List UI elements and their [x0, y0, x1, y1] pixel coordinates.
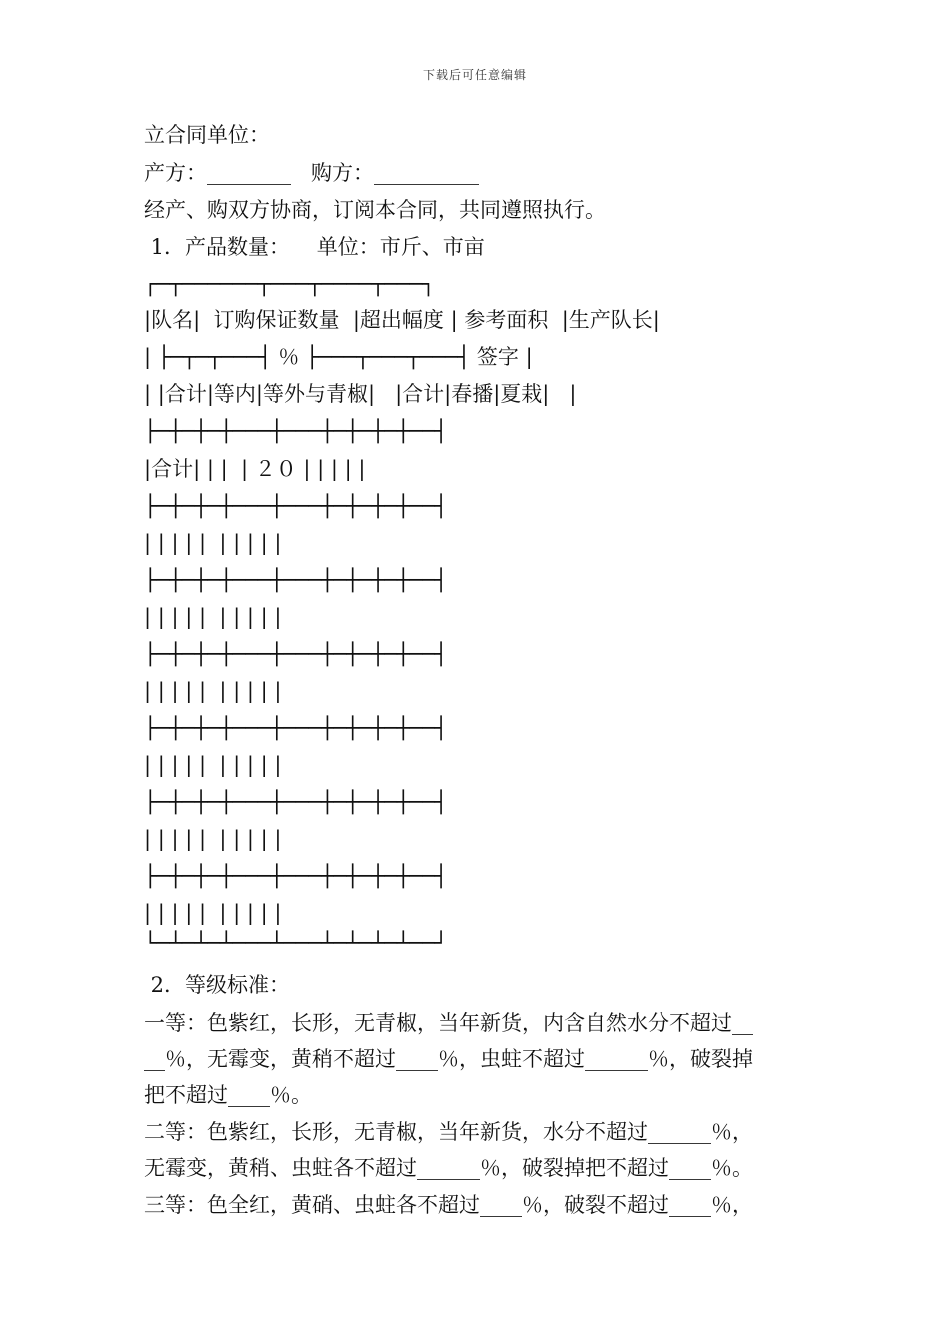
table-row: | | | | | | | | | | [144, 679, 282, 703]
table-separator: ├─┼─┼─┼───┼───┼─┼─┼─┼──┤ [144, 419, 448, 443]
section-1-heading: 1．产品数量： 单位：市斤、市亩 [144, 235, 485, 259]
table-separator: ├─┼─┼─┼───┼───┼─┼─┼─┼──┤ [144, 568, 448, 592]
page-header: 下载后可任意编辑 [422, 68, 527, 82]
table-border-top: ┌─┬──────┬───┬────┬───┐ [144, 272, 435, 296]
grade-1-line-3: 把不超过____％。 [144, 1083, 312, 1107]
table-row-total: |合计| | | | ２０ | | | | | [144, 457, 366, 481]
table-border-bottom: └─┴─┴─┴───┴───┴─┴─┴─┴──┘ [144, 931, 448, 955]
seller-buyer-line: 产方：________ 购方：__________ [144, 161, 480, 185]
grade-1-line-1: 一等：色紫红，长形，无青椒，当年新货，内含自然水分不超过__ [144, 1011, 753, 1035]
section-2-heading: 2．等级标准： [144, 973, 291, 997]
grade-2-line-1: 二等：色紫红，长形，无青椒，当年新货，水分不超过______％， [144, 1120, 753, 1144]
table-row: | | | | | | | | | | [144, 827, 282, 851]
table-row: | | | | | | | | | | [144, 901, 282, 925]
table-separator: ├─┼─┼─┼───┼───┼─┼─┼─┼──┤ [144, 494, 448, 518]
table-separator: ├─┼─┼─┼───┼───┼─┼─┼─┼──┤ [144, 642, 448, 666]
table-header-row-2: | ├─┬─┬───┤ ％ ├───┬───┬───┤ 签字 | [144, 345, 533, 369]
intro-paragraph: 经产、购双方协商，订阅本合同，共同遵照执行。 [144, 198, 606, 222]
table-separator: ├─┼─┼─┼───┼───┼─┼─┼─┼──┤ [144, 716, 448, 740]
table-row: | | | | | | | | | | [144, 753, 282, 777]
table-separator: ├─┼─┼─┼───┼───┼─┼─┼─┼──┤ [144, 864, 448, 888]
table-row: | | | | | | | | | | [144, 531, 282, 555]
table-header-row-3: | |合计|等内|等外与青椒| |合计|春播|夏栽| | [144, 382, 577, 406]
grade-2-line-2: 无霉变，黄稍、虫蛀各不超过______％，破裂掉把不超过____％。 [144, 1156, 753, 1180]
table-row: | | | | | | | | | | [144, 605, 282, 629]
table-header-row-1: |队名| 订购保证数量 |超出幅度 | 参考面积 |生产队长| [144, 308, 660, 332]
contract-parties-label: 立合同单位： [144, 123, 270, 147]
grade-3-line-1: 三等：色全红，黄硝、虫蛀各不超过____％，破裂不超过____％， [144, 1193, 753, 1217]
table-separator: ├─┼─┼─┼───┼───┼─┼─┼─┼──┤ [144, 790, 448, 814]
grade-1-line-2: __％，无霉变，黄稍不超过____％，虫蛀不超过______％，破裂掉 [144, 1047, 753, 1071]
